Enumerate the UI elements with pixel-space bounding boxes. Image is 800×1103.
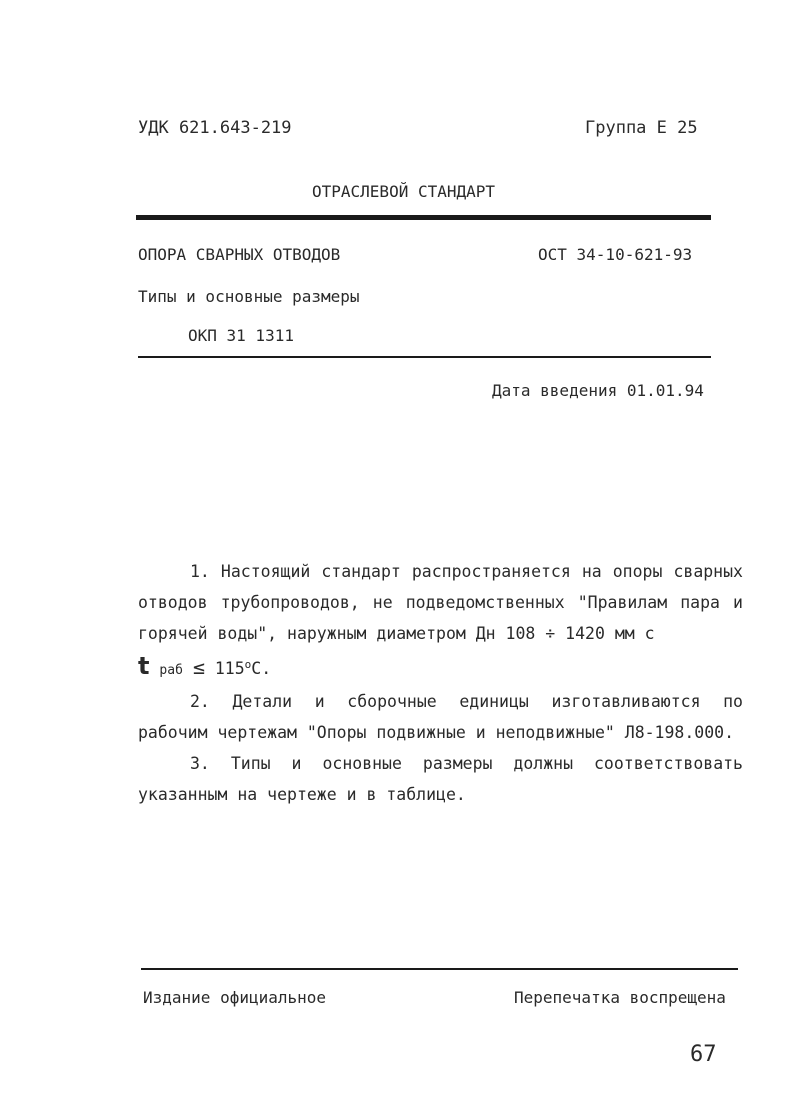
- temperature-value: 115: [214, 659, 245, 678]
- temperature-symbol: t: [138, 652, 150, 680]
- clause-3: 3. Типы и основные размеры должны соответствовать указанным на чертеже и в таблице.: [138, 754, 743, 804]
- footer-edition: Издание официальное: [143, 988, 327, 1007]
- degree-symbol: о: [244, 658, 252, 671]
- group-code: Группа Е 25: [585, 118, 698, 138]
- header-thick-rule: [136, 215, 711, 220]
- clause-1: [138, 556, 743, 649]
- okp-code: ОКП 31 1311: [188, 326, 294, 345]
- clause-2: 2. Детали и сборочные единицы изготавливаются по рабочим чертежам "Опоры подвижные и неподвижные" Л8-198.000.: [138, 692, 743, 742]
- header-thin-rule: [138, 356, 711, 358]
- page-number: 67: [690, 1042, 717, 1067]
- document-title: ОТРАСЛЕВОЙ СТАНДАРТ: [312, 182, 496, 201]
- clause-1-formula: [138, 649, 743, 686]
- introduction-date: Дата введения 01.01.94: [492, 381, 704, 400]
- footer-reprint-notice: Перепечатка воспрещена: [514, 988, 726, 1007]
- temperature-subscript: раб: [159, 663, 183, 678]
- clauses-block: [138, 556, 743, 810]
- temperature-unit: С.: [251, 659, 272, 678]
- clause-1-text: 1. Настоящий стандарт распространяется на опоры сварных отводов трубопроводов, не подведомственных "Правилам пара и горячей воды", наружным диаметром Дн 108 ÷ 1420 мм с: [138, 562, 743, 643]
- udk-code: УДК 621.643-219: [138, 118, 292, 138]
- standard-subtitle: Типы и основные размеры: [138, 287, 360, 306]
- standard-number: ОСТ 34-10-621-93: [538, 245, 693, 264]
- standard-name: ОПОРА СВАРНЫХ ОТВОДОВ: [138, 245, 341, 264]
- less-equal-sign: ≤: [192, 655, 205, 679]
- footer-rule: [141, 968, 738, 970]
